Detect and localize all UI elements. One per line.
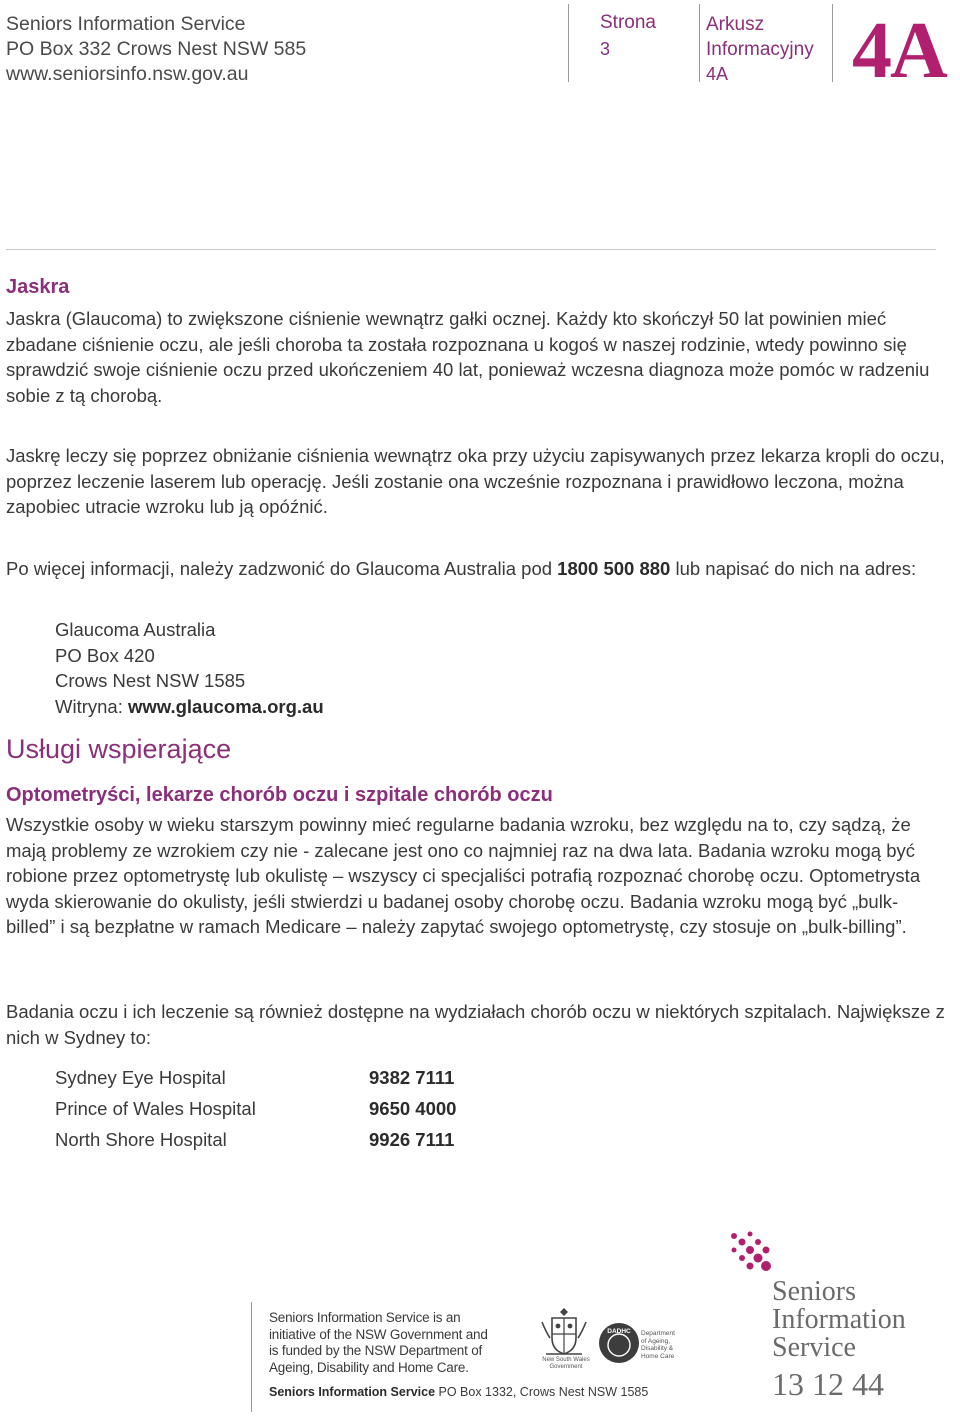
page-label: Strona	[600, 12, 656, 33]
footer-line: Seniors Information Service is an	[269, 1310, 461, 1325]
contact-phone[interactable]: 1800 500 880	[557, 558, 671, 579]
paragraph-text: Jaskrę leczy się poprzez obniżanie ciśnienia wewnątrz oka przy użyciu zapisywanych przez lekarza kropli do oczu, poprzez leczenie laserem lub operację. Jeśli zostanie ona wcześnie rozpoznana i prawidłowo leczona, można zapobiec utracie wzroku lub ją opóźnić.	[6, 445, 945, 517]
dadhc-line: Home Care	[641, 1352, 675, 1360]
list-item	[55, 1124, 456, 1155]
logo-line: Seniors	[772, 1276, 856, 1307]
sheet-label-line1: Arkusz	[706, 14, 765, 35]
hospital-name: Prince of Wales Hospital	[55, 1098, 256, 1119]
dadhc-line: Department	[641, 1330, 675, 1337]
sheet-code: 4A	[706, 64, 729, 84]
org-name: Seniors Information Service	[6, 13, 246, 35]
contact-paragraph	[6, 556, 946, 582]
paragraph	[6, 812, 946, 940]
support-subtitle: Optometryści, lekarze chorób oczu i szpitale chorób oczu	[6, 784, 553, 806]
dadhc-line: Disability &	[641, 1345, 674, 1352]
page-number: 3	[600, 39, 611, 59]
hospital-phone[interactable]: 9650 4000	[369, 1098, 457, 1119]
logo-line: Information	[772, 1304, 906, 1335]
footer-divider	[251, 1302, 252, 1412]
sheet-label-line2: Informacyjny	[706, 39, 814, 60]
contact-text-pre: Po więcej informacji, należy zadzwonić do Glaucoma Australia pod	[6, 558, 558, 579]
header-divider	[832, 4, 833, 82]
paragraph-text: Jaskra (Glaucoma) to zwiększone ciśnienie wewnątrz gałki ocznej. Każdy kto skończył 50 lat powinien mieć zbadane ciśnienie oczu, ale jeśli choroba ta została rozpoznana u kogoś w naszej rodzinie, wtedy powinno się sprawdzić swoje ciśnienie oczu przed ukończeniem 40 lat, ponieważ wczesna diagnoza może pomóc w radzeniu sobie z tą chorobą.	[6, 308, 930, 406]
paragraph	[6, 443, 946, 520]
paragraph-text: Wszystkie osoby w wieku starszym powinny mieć regularne badania wzroku, bez względu na to, czy sądzą, że mają problemy ze wzrokiem czy nie - zalecane jest ono co najmniej raz na dwa lata. Badania wzroku mogą być robione przez optometrystę lub okulistę – wszyscy ci specjaliści potrafią rozpoznać chorobę oczu. Optometrysta wyda skierowanie do okulisty, jeśli stwierdzi u badanej osoby chorobę oczu. Badania wzroku mogą być „bulk- billed” i są bezpłatne w ramach Medicare – należy zapytać swojego optometrystę, czy stosuje on „bulk-billing”.	[6, 814, 921, 937]
address-line: Glaucoma Australia	[55, 619, 216, 640]
page-indicator	[600, 10, 656, 62]
list-item	[55, 1062, 456, 1093]
dadhc-caption	[641, 1330, 675, 1360]
footer-address	[269, 1385, 648, 1399]
header-rule	[6, 249, 936, 250]
address-line: PO Box 420	[55, 644, 155, 666]
seniors-info-logo-text	[772, 1278, 906, 1362]
header-organisation	[6, 12, 306, 87]
address-line: Crows Nest NSW 1585	[55, 670, 246, 691]
hospital-phone[interactable]: 9926 7111	[369, 1129, 455, 1150]
nsw-caption: New South Wales Government	[542, 1357, 590, 1370]
header-divider	[699, 4, 700, 82]
seniors-info-phone[interactable]: 13 12 44	[772, 1366, 884, 1402]
dadhc-badge-text: DADHC	[607, 1328, 631, 1335]
footer-statement	[269, 1310, 488, 1376]
org-address: PO Box 332 Crows Nest NSW 585	[6, 38, 307, 60]
website-link[interactable]: www.glaucoma.org.au	[127, 695, 324, 717]
website-label: Witryna:	[55, 695, 128, 717]
org-website[interactable]: www.seniorsinfo.nsw.gov.au	[6, 63, 249, 85]
hospital-name: North Shore Hospital	[55, 1129, 227, 1150]
footer-address-org: Seniors Information Service	[269, 1385, 436, 1399]
paragraph	[6, 306, 946, 408]
hospital-phone[interactable]: 9382 7111	[369, 1067, 455, 1088]
list-item	[55, 1093, 456, 1124]
hospital-name: Sydney Eye Hospital	[55, 1067, 226, 1088]
paragraph-text: Badania oczu i ich leczenie są również dostępne na wydziałach chorób oczu w niektórych szpitalach. Największe z nich w Sydney to:	[6, 1001, 945, 1048]
footer-line: is funded by the NSW Department of	[269, 1343, 483, 1358]
logo-line: Service	[772, 1332, 856, 1363]
contact-text-post: lub napisać do nich na adres:	[670, 558, 917, 579]
footer-address-text: PO Box 1332, Crows Nest NSW 1585	[435, 1385, 649, 1399]
postal-address	[55, 617, 324, 719]
address-website-row	[55, 694, 324, 720]
sheet-code-large: 4A	[852, 7, 946, 95]
support-title: Usługi wspierające	[6, 734, 232, 764]
footer-line: initiative of the NSW Government and	[269, 1326, 488, 1342]
paragraph	[6, 999, 946, 1050]
section-title: Jaskra	[6, 276, 70, 298]
footer-line: Ageing, Disability and Home Care.	[269, 1359, 469, 1375]
header-divider	[568, 4, 569, 82]
sheet-indicator	[706, 12, 814, 87]
dadhc-logo-icon	[598, 1322, 640, 1364]
hospital-list	[55, 1062, 456, 1155]
dadhc-line: of Ageing,	[641, 1337, 670, 1345]
